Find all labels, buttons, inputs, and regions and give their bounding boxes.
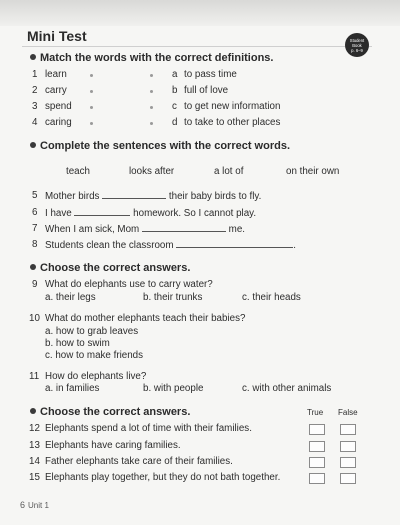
match-dot-right[interactable] bbox=[150, 122, 153, 125]
bullet-icon bbox=[30, 264, 36, 270]
answer-blank[interactable] bbox=[74, 207, 130, 216]
sentence-8: Students clean the classroom . bbox=[45, 240, 296, 251]
sentence-6: I have homework. So I cannot play. bbox=[45, 208, 257, 219]
definition-text: to take to other places bbox=[184, 117, 281, 128]
question-text: What do elephants use to carry water? bbox=[45, 279, 213, 290]
match-word: carry bbox=[45, 85, 67, 96]
definition-letter: c bbox=[172, 101, 177, 112]
answer-option[interactable]: c. how to make friends bbox=[45, 350, 144, 361]
false-column-label: False bbox=[338, 408, 358, 417]
match-dot-left[interactable] bbox=[90, 90, 93, 93]
match-word: learn bbox=[45, 69, 67, 80]
section4-heading: Choose the correct answers. bbox=[30, 406, 190, 418]
false-checkbox[interactable] bbox=[340, 441, 356, 452]
match-word: spend bbox=[45, 101, 72, 112]
badge-line-2: Book bbox=[352, 42, 362, 48]
false-checkbox[interactable] bbox=[340, 457, 356, 468]
unit-label: Unit 1 bbox=[28, 501, 49, 510]
bullet-icon bbox=[30, 54, 36, 60]
match-dot-left[interactable] bbox=[90, 74, 93, 77]
match-word: caring bbox=[45, 117, 72, 128]
page-title: Mini Test bbox=[27, 28, 87, 44]
section2-heading: Complete the sentences with the correct words. bbox=[30, 140, 290, 152]
true-column-label: True bbox=[307, 408, 324, 417]
word-bank-item: a lot of bbox=[214, 166, 244, 177]
word-bank-item: on their own bbox=[286, 166, 340, 177]
item-number: 2 bbox=[32, 85, 38, 96]
section1-heading: Match the words with the correct definitions. bbox=[30, 52, 273, 64]
badge-line-3: p. 6–9 bbox=[351, 47, 363, 53]
true-checkbox[interactable] bbox=[309, 457, 325, 468]
definition-letter: d bbox=[172, 117, 178, 128]
bullet-icon bbox=[30, 142, 36, 148]
student-book-badge bbox=[345, 33, 369, 57]
answer-option[interactable]: b. how to swim bbox=[45, 338, 110, 349]
answer-blank[interactable] bbox=[102, 190, 166, 199]
item-number: 12 bbox=[29, 423, 40, 434]
match-dot-left[interactable] bbox=[90, 122, 93, 125]
section3-heading: Choose the correct answers. bbox=[30, 262, 190, 274]
statement-text: Elephants play together, but they do not bath together. bbox=[45, 472, 281, 483]
item-number: 4 bbox=[32, 117, 38, 128]
definition-letter: a bbox=[172, 69, 178, 80]
statement-text: Elephants have caring families. bbox=[45, 440, 181, 451]
bullet-icon bbox=[30, 408, 36, 414]
true-checkbox[interactable] bbox=[309, 424, 325, 435]
question-text: How do elephants live? bbox=[45, 371, 147, 382]
answer-option[interactable]: a. their legs bbox=[45, 292, 96, 303]
item-number: 6 bbox=[32, 207, 38, 218]
sentence-5: Mother birds their baby birds to fly. bbox=[45, 191, 262, 202]
match-dot-right[interactable] bbox=[150, 74, 153, 77]
page-top-edge bbox=[0, 0, 400, 26]
answer-option[interactable]: b. with people bbox=[143, 383, 204, 394]
false-checkbox[interactable] bbox=[340, 424, 356, 435]
word-bank-item: teach bbox=[66, 166, 90, 177]
statement-text: Father elephants take care of their families. bbox=[45, 456, 233, 467]
statement-text: Elephants spend a lot of time with their families. bbox=[45, 423, 252, 434]
item-number: 8 bbox=[32, 239, 38, 250]
question-number: 10 bbox=[29, 313, 40, 324]
question-number: 9 bbox=[32, 279, 38, 290]
word-bank-item: looks after bbox=[129, 166, 175, 177]
item-number: 14 bbox=[29, 456, 40, 467]
question-text: What do mother elephants teach their babies? bbox=[45, 313, 246, 324]
answer-option[interactable]: a. how to grab leaves bbox=[45, 326, 139, 337]
definition-text: to get new information bbox=[184, 101, 281, 112]
match-dot-left[interactable] bbox=[90, 106, 93, 109]
answer-option[interactable]: c. with other animals bbox=[242, 383, 332, 394]
item-number: 13 bbox=[29, 440, 40, 451]
item-number: 1 bbox=[32, 69, 38, 80]
match-dot-right[interactable] bbox=[150, 90, 153, 93]
answer-blank[interactable] bbox=[142, 223, 226, 232]
sentence-7: When I am sick, Mom me. bbox=[45, 224, 245, 235]
item-number: 15 bbox=[29, 472, 40, 483]
answer-blank[interactable] bbox=[176, 239, 293, 248]
true-checkbox[interactable] bbox=[309, 473, 325, 484]
item-number: 5 bbox=[32, 190, 38, 201]
definition-letter: b bbox=[172, 85, 178, 96]
page-footer bbox=[20, 500, 49, 510]
false-checkbox[interactable] bbox=[340, 473, 356, 484]
answer-option[interactable]: a. in families bbox=[45, 383, 100, 394]
match-dot-right[interactable] bbox=[150, 106, 153, 109]
true-checkbox[interactable] bbox=[309, 441, 325, 452]
badge-line-1: Student bbox=[349, 37, 365, 43]
definition-text: to pass time bbox=[184, 69, 237, 80]
answer-option[interactable]: b. their trunks bbox=[143, 292, 203, 303]
item-number: 7 bbox=[32, 223, 38, 234]
item-number: 3 bbox=[32, 101, 38, 112]
definition-text: full of love bbox=[184, 85, 229, 96]
answer-option[interactable]: c. their heads bbox=[242, 292, 301, 303]
page-number: 6 bbox=[20, 500, 26, 510]
question-number: 11 bbox=[29, 371, 40, 382]
